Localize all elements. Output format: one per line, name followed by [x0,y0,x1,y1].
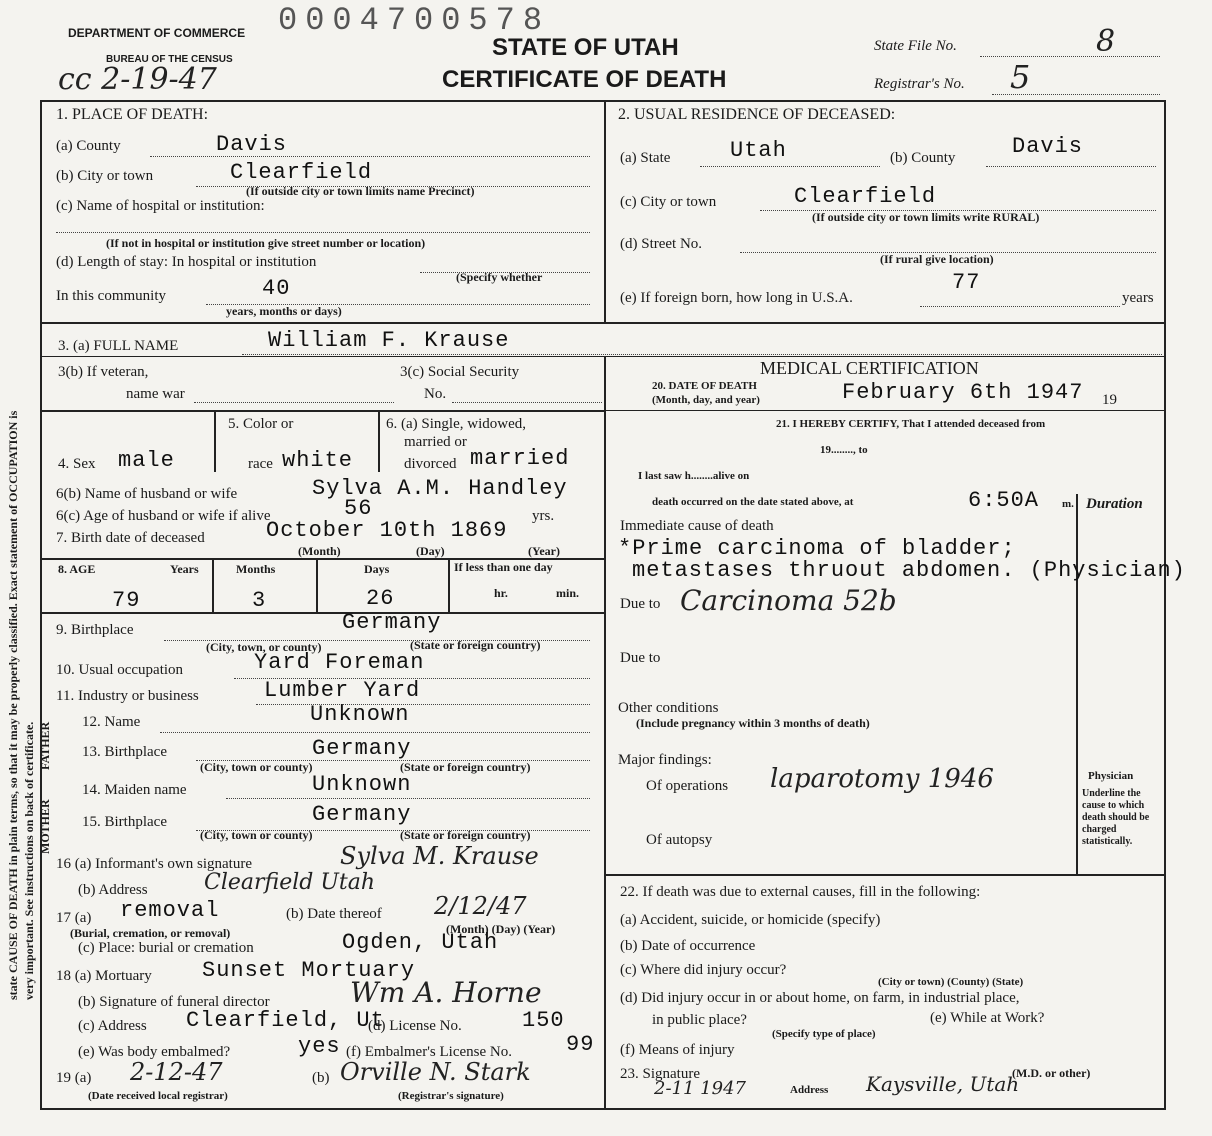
spouse-age: 56 [344,496,373,521]
external-heading: 22. If death was due to external causes, fill in the following: [620,884,981,900]
occupation-label: 10. Usual occupation [56,662,184,678]
external-d-note: (Specify type of place) [772,1028,876,1040]
pod-county: Davis [216,132,288,157]
marital-label-2: married or [404,434,467,450]
due-to-1: Carcinoma 52b [680,584,897,617]
external-d2: in public place? [652,1012,747,1028]
medical-heading: MEDICAL CERTIFICATION [760,358,979,378]
color-label: 5. Color or [228,416,294,432]
ssn-label: 3(c) Social Security [400,364,520,380]
pod-specify-note: (Specify whether [456,270,543,284]
birth-label: 7. Birth date of deceased [56,530,205,546]
signature-address-label: Address [790,1084,829,1096]
age-min: min. [556,586,580,600]
res-county-label: (b) County [890,150,956,166]
external-c-note: (City or town) (County) (State) [878,976,1024,988]
birth-year-note: (Year) [528,544,560,558]
age-years: 79 [112,588,141,613]
mortuary: Sunset Mortuary [202,958,416,983]
pod-hospital-label: (c) Name of hospital or institution: [56,198,265,214]
birthplace-note-2: (State or foreign country) [410,638,541,652]
full-name-label: 3. (a) FULL NAME [58,338,179,354]
birth-month-note: (Month) [298,544,341,558]
external-f: (f) Means of injury [620,1042,735,1058]
res-city-note: (If outside city or town limits write RURAL) [812,210,1040,224]
received-label: 19 (a) [56,1070,92,1086]
embalmer: 99 [566,1032,595,1057]
ssn-no: No. [424,386,447,402]
mort-address: Clearfield, Ut [186,1008,385,1033]
license-label: (d) License No. [368,1018,462,1034]
age-label: 8. AGE [58,562,96,576]
birth-day-note: (Day) [416,544,445,558]
marital-label-3: divorced [404,456,457,472]
mother-birth: Germany [312,802,412,827]
mort-address-label: (c) Address [78,1018,147,1034]
pod-years-note: years, months or days) [226,304,342,318]
major-findings-label: Major findings: [618,752,712,768]
sex-label: 4. Sex [58,456,96,472]
pod-city-label: (b) City or town [56,168,154,184]
death-date: February 6th 1947 [842,380,1084,405]
mother-note-2: (State or foreign country) [400,828,531,842]
informant-signature: Sylva M. Krause [340,842,539,870]
age-months: 3 [252,588,267,613]
birthplace-label: 9. Birthplace [56,622,134,638]
father-name: Unknown [310,702,410,727]
age-days: 26 [366,586,395,611]
spouse-name: Sylva A.M. Handley [312,476,568,501]
res-street-note: (If rural give location) [880,252,994,266]
signature-address: Kaysville, Utah [866,1072,1020,1096]
burial-place-label: (c) Place: burial or cremation [78,940,254,956]
mortuary-label: 18 (a) Mortuary [56,968,152,984]
race-label: race [248,456,273,472]
signature-date: 2-11 1947 [654,1078,746,1099]
duration-label: Duration [1086,496,1143,512]
registrar-value: 5 [1010,58,1031,96]
embalmer-label: (f) Embalmer's License No. [346,1044,512,1060]
informant-address: Clearfield Utah [204,870,375,895]
war-label: name war [126,386,185,402]
external-c: (c) Where did injury occur? [620,962,787,978]
place-of-death-heading: 1. PLACE OF DEATH: [56,106,209,123]
age-years-label: Years [170,562,199,576]
pod-community-label: In this community [56,288,166,304]
industry-label: 11. Industry or business [56,688,199,704]
res-foreign-label: (e) If foreign born, how long in U.S.A. [620,290,853,306]
operations-label: Of operations [646,778,729,794]
mother-birth-label: 15. Birthplace [82,814,167,830]
external-d: (d) Did injury occur in or about home, on farm, in industrial place, [620,990,1020,1006]
other-conditions-label: Other conditions [618,700,719,716]
father-birth: Germany [312,736,412,761]
last-saw: I last saw h........alive on [638,470,750,482]
registrar-note: (Registrar's signature) [398,1090,504,1102]
pod-hospital-note: (If not in hospital or institution give street number or location) [106,236,426,250]
spouse-label: 6(b) Name of husband or wife [56,486,238,502]
due-to-1-label: Due to [620,596,661,612]
veteran-label: 3(b) If veteran, [58,364,149,380]
disposal-date-label: (b) Date thereof [286,906,382,922]
cause-line-2: metastases thruout abdomen. (Physician) [632,558,1186,583]
pod-county-label: (a) County [56,138,121,154]
immediate-cause-label: Immediate cause of death [620,518,774,534]
operations-value: laparotomy 1946 [770,764,994,794]
pod-city: Clearfield [230,160,373,185]
res-foreign-value: 77 [952,270,981,295]
res-city-label: (c) City or town [620,194,717,210]
certificate-title: CERTIFICATE OF DEATH [442,66,727,93]
occupation: Yard Foreman [254,650,425,675]
death-occurred-label: death occurred on the date stated above, at [652,496,854,508]
res-state: Utah [730,138,787,163]
disposal-date-note: (Month) (Day) (Year) [446,922,556,936]
disposal-label: 17 (a) [56,910,92,926]
race-value: white [282,448,354,473]
embalmed: yes [298,1034,341,1059]
autopsy-label: Of autopsy [646,832,713,848]
handwritten-corner: cc 2-19-47 [58,62,217,97]
state-file-label: State File No. [874,38,957,54]
death-date-suffix: 19 [1102,392,1117,408]
father-birth-label: 13. Birthplace [82,744,167,760]
certify-to: 19........, to [820,444,868,456]
received-note: (Date received local registrar) [88,1090,228,1102]
informant-label: 16 (a) Informant's own signature [56,856,252,872]
director-label: (b) Signature of funeral director [78,994,270,1010]
birthplace: Germany [342,610,442,635]
spouse-yrs: yrs. [532,508,555,524]
director-signature: Wm A. Horne [350,976,542,1009]
disposal: removal [120,898,220,923]
received-date: 2-12-47 [130,1058,223,1086]
res-county: Davis [1012,134,1084,159]
residence-heading: 2. USUAL RESIDENCE OF DECEASED: [618,106,896,123]
spouse-age-label: 6(c) Age of husband or wife if alive [56,508,271,524]
mother-name-label: 14. Maiden name [82,782,187,798]
death-time: 6:50A [968,488,1040,513]
res-years: years [1122,290,1154,306]
age-less-label: If less than one day [454,560,553,574]
birth-date: October 10th 1869 [266,518,508,543]
margin-instructions-2: very important. See instructions on back of certificate. [22,721,36,1000]
age-hr: hr. [494,586,508,600]
father-name-label: 12. Name [82,714,141,730]
other-conditions-note: (Include pregnancy within 3 months of death) [636,716,870,730]
father-note-1: (City, town or county) [200,760,313,774]
external-a: (a) Accident, suicide, or homicide (specify) [620,912,881,928]
informant-address-label: (b) Address [78,882,148,898]
mother-label: MOTHER [38,799,52,854]
registrar-signature: Orville N. Stark [340,1058,531,1086]
father-note-2: (State or foreign country) [400,760,531,774]
pod-stay-label: (d) Length of stay: In hospital or institution [56,254,317,270]
embalmed-label: (e) Was body embalmed? [78,1044,231,1060]
license: 150 [522,1008,565,1033]
signature-label: 23. Signature [620,1066,700,1082]
stamp-number: 0004700578 [278,2,551,39]
age-months-label: Months [236,562,276,576]
disposal-date: 2/12/47 [434,892,527,920]
pod-community-value: 40 [262,276,291,301]
external-e: (e) While at Work? [930,1010,1045,1026]
mother-name: Unknown [312,772,412,797]
state-title: STATE OF UTAH [492,34,679,61]
physician-box-note: Underline the cause to which death should be charged statistically. [1082,788,1150,847]
state-file-value: 8 [1096,24,1116,59]
registrar-sig-label: (b) [312,1070,330,1086]
sex-value: male [118,448,175,473]
physician-box-title: Physician [1088,770,1134,782]
death-date-label-1: 20. DATE OF DEATH [652,380,757,392]
external-b: (b) Date of occurrence [620,938,756,954]
cause-line-1: *Prime carcinoma of bladder; [618,536,1016,561]
res-city: Clearfield [794,184,937,209]
due-to-2-label: Due to [620,650,661,666]
burial-place: Ogden, Utah [342,930,499,955]
time-m: m. [1062,498,1074,510]
age-days-label: Days [364,562,390,576]
full-name: William F. Krause [268,328,510,353]
bureau-label: BUREAU OF THE CENSUS [106,54,233,65]
marital-value: married [470,446,570,471]
marital-label-1: 6. (a) Single, widowed, [386,416,526,432]
signature-note: (M.D. or other) [1012,1066,1091,1080]
death-date-label-2: (Month, day, and year) [652,394,760,406]
res-state-label: (a) State [620,150,671,166]
father-label: FATHER [38,721,52,770]
certify-label: 21. I HEREBY CERTIFY, That I attended deceased from [776,418,1046,430]
margin-instructions: state CAUSE OF DEATH in plain terms, so that it may be properly classified. Exact statement of OCCUPATION is [6,410,20,1000]
industry: Lumber Yard [264,678,421,703]
birthplace-note-1: (City, town, or county) [206,640,322,654]
mother-note-1: (City, town or county) [200,828,313,842]
pod-city-note: (If outside city or town limits name Precinct) [246,184,475,198]
res-street-label: (d) Street No. [620,236,703,252]
registrar-label: Registrar's No. [874,76,965,92]
dept-label: DEPARTMENT OF COMMERCE [68,26,246,40]
disposal-note: (Burial, cremation, or removal) [70,926,231,940]
